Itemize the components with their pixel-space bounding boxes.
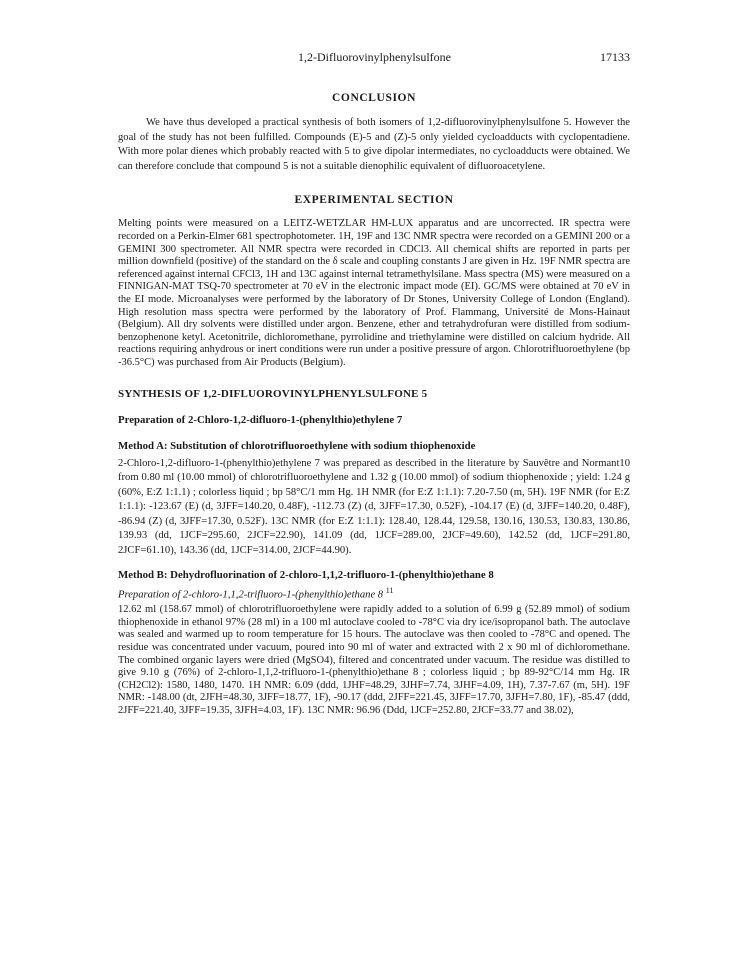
experimental-paragraph: Melting points were measured on a LEITZ-WETZLAR HM-LUX apparatus and are uncorrected. IR spectra were recorded on a Perkin-Elmer 681 spectrophotometer. 1H, 19F and 13C NMR spectra were recorded on a GEMINI 200 or a GEMINI 300 spectrometer. All NMR spectra were recorded in CDCl3. All chemical shifts are reported in parts per million downfield (positive) of the standard on the δ scale and coupling constants J are given in Hz. 19F NMR spectra are referenced against internal CFCl3, 1H and 13C against internal tetramethylsilane. Mass spectra (MS) were measured on a FINNIGAN-MAT TSQ-70 spectrometer at 70 eV in the electronic impact mode (EI). GC/MS were obtained at 70 eV in the EI mode. Microanalyses were performed by the laboratory of Dr Stones, University College of London (England). High resolution mass spectra were performed by the laboratory of Prof. Flammang, Université de Mons-Hainaut (Belgium). All dry solvents were distilled under argon. Benzene, ether and tetrahydrofuran were distilled from sodium-benzophenone ketyl. Acetonitrile, dichloromethane, pyrrolidine and triethylamine were distilled on calcium hydride. All reactions requiring anhydrous or inert conditions were run under a positive pressure of argon. Chlorotrifluoroethylene (bp -36.5°C) was purchased from Air Products (Belgium). [118, 218, 630, 368]
method-b-subheading-text: Preparation of 2-chloro-1,1,2-trifluoro-1-(phenylthio)ethane 8 [118, 589, 384, 601]
conclusion-paragraph: We have thus developed a practical synthesis of both isomers of 1,2-difluorovinylphenylsulfone 5. However the goal of the study has not been fulfilled. Compounds (E)-5 and (Z)-5 only yielded cycloadducts with cyclopentadiene. With more polar dienes which probably reacted with 5 to give dipolar intermediates, no cycloadducts were obtained. We can therefore conclude that compound 5 is not a suitable dienophilic equivalent of difluoroacetylene. [118, 117, 630, 172]
method-b-text: 12.62 ml (158.67 mmol) of chlorotrifluoroethylene were rapidly added to a solution of 6.99 g (52.89 mmol) of sodium thiophenoxide in ethanol 97% (28 ml) in a 100 ml autoclave cooled to -78°C via dry ice/isopropanol bath. The autoclave was sealed and warmed up to room temperature for 15 hours. The autoclave was then cooled to -78°C and opened. The residue was concentrated under vacuum, poured into 90 ml of water and extracted with 2 x 90 ml of dichloromethane. The combined organic layers were dried (MgSO4), filtered and concentrated under vacuum. The residue was distilled to give 9.10 g (76%) of 2-chloro-1,1,2-trifluoro-1-(phenylthio)ethane 8 ; colorless liquid ; bp 89-92°C/14 mm Hg. IR (CH2Cl2): 1580, 1480, 1470. 1H NMR: 6.09 (ddd, 1JHF=48.29, 3JHF=7.74, 3JHF=4.09, 1H), 7.37-7.67 (m, 5H). 19F NMR: -148.00 (dt, 2JFH=48.30, 3JFF=18.77, 1F), -90.17 (ddd, 2JFF=221.45, 3JFF=17.70, 3JFH=7.80, 1F), -85.47 (ddd, 2JFF=221.40, 3JFF=19.35, 3JFH=4.03, 1F). 13C NMR: 96.96 (Ddd, 1JCF=252.80, 2JCF=33.77 and 38.02), [118, 604, 630, 716]
experimental-heading: EXPERIMENTAL SECTION [294, 194, 454, 207]
method-b-subheading-ref: 11 [385, 585, 394, 595]
running-title: 1,2-Difluorovinylphenylsulfone [298, 50, 451, 64]
article-body [118, 92, 630, 718]
method-b-heading: Method B: Dehydrofluorination of 2-chloro-1,1,2-trifluoro-1-(phenylthio)ethane 8 [118, 568, 494, 581]
method-a-text: 2-Chloro-1,2-difluoro-1-(phenylthio)ethylene 7 was prepared as described in the literature by Sauvêtre and Normant10 from 0.80 ml (10.00 mmol) of chlorotrifluoroethylene and 1.32 g (10.00 mmol) of sodium thiophenoxide ; yield: 1.24 g (60%, E:Z 1:1.1) ; colorless liquid ; bp 58°C/1 mm Hg. 1H NMR (for E:Z 1:1.1): 7.20-7.50 (m, 5H). 19F NMR (for E:Z 1:1.1): -123.67 (E) (d, 3JFF=140.20, 0.48F), -112.73 (Z) (d, 3JFF=17.30, 0.52F), -104.17 (E) (d, 3JFF=140.20, 0.48F), -86.94 (Z) (d, 3JFF=17.30, 0.52F). 13C NMR (for E:Z 1:1.1): 128.40, 128.44, 129.58, 130.16, 130.53, 130.83, 130.86, 139.93 (dd, 1JCF=295.60, 2JCF=22.90), 141.09 (dd, 1JCF=289.00, 2JCF=49.60), 142.52 (dd, 1JCF=291.80, 2JCF=61.10), 143.36 (dd, 1JCF=314.00, 2JCF=44.90). [118, 457, 630, 557]
conclusion-heading: CONCLUSION [332, 92, 416, 104]
preparation-heading: Preparation of 2-Chloro-1,2-difluoro-1-(phenylthio)ethylene 7 [118, 413, 403, 426]
synthesis-heading: SYNTHESIS OF 1,2-DIFLUOROVINYLPHENYLSULFONE 5 [118, 387, 428, 400]
method-a-heading: Method A: Substitution of chlorotrifluoroethylene with sodium thiophenoxide [118, 439, 476, 452]
page-number: 17133 [600, 50, 630, 64]
method-b-subheading [118, 586, 630, 601]
